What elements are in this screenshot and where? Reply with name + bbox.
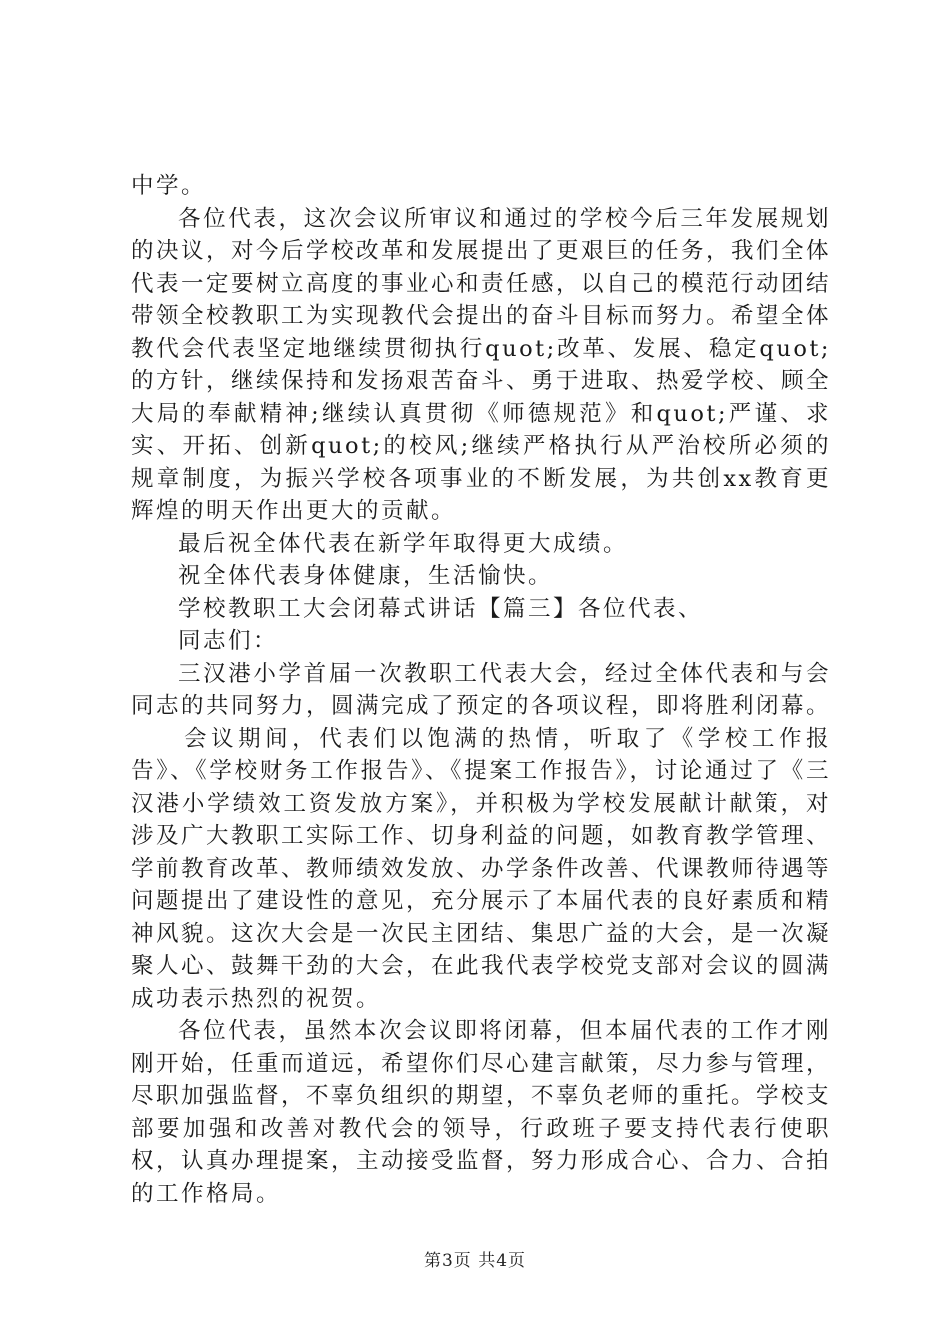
page-number-footer: 第3页 共4页: [423, 1251, 527, 1271]
paragraph-continuation: 中学。: [131, 173, 207, 199]
paragraph-resolution: 各位代表，这次会议所审议和通过的学校今后三年发展规划的决议，对今后学校改革和发展提出了更艰巨的任务，我们全体代表一定要树立高度的事业心和责任感，以自己的模范行动团结带领全校教职工为实现教代会提出的奋斗目标而努力。希望全体教代会代表坚定地继续贯彻执行quot;改革、发展、稳定quot;的方针，继续保持和发扬艰苦奋斗、勇于进取、热爱学校、顾全大局的奉献精神;继续认真贯彻《师德规范》和quot;严谨、求实、开拓、创新quot;的校风;继续严格执行从严治校所必须的规章制度，为振兴学校各项事业的不断发展，为共创xx教育更辉煌的明天作出更大的贡献。: [131, 205, 832, 524]
paragraph-meeting-review: 会议期间，代表们以饱满的热情，听取了《学校工作报告》、《学校财务工作报告》、《提案工作报告》，讨论通过了《三汉港小学绩效工资发放方案》，并积极为学校发展献计献策，对涉及广大教职工实际工作、切身利益的问题，如教育教学管理、学前教育改革、教师绩效发放、办学条件改善、代课教师待遇等问题提出了建设性的意见，充分展示了本届代表的良好素质和精神风貌。这次大会是一次民主团结、集思广益的大会，是一次凝聚人心、鼓舞干劲的大会，在此我代表学校党支部对会议的圆满成功表示热烈的祝贺。: [131, 725, 832, 1012]
paragraph-opening: 三汉港小学首届一次教职工代表大会，经过全体代表和与会同志的共同努力，圆满完成了预定的各项议程，即将胜利闭幕。: [131, 660, 832, 719]
salutation: 同志们：: [178, 628, 279, 654]
document-body: [131, 170, 831, 1210]
paragraph-wish-health: 祝全体代表身体健康，生活愉快。: [178, 563, 554, 589]
section-heading-part-three: 学校教职工大会闭幕式讲话【篇三】各位代表、: [178, 595, 704, 622]
paragraph-wish-achievement: 最后祝全体代表在新学年取得更大成绩。: [178, 530, 629, 557]
paragraph-expectations: 各位代表，虽然本次会议即将闭幕，但本届代表的工作才刚刚开始，任重而道远，希望你们尽心建言献策，尽力参与管理，尽职加强监督，不辜负组织的期望，不辜负老师的重托。学校支部要加强和改善对教代会的领导，行政班子要支持代表行使职权，认真办理提案，主动接受监督，努力形成合心、合力、合拍的工作格局。: [131, 1018, 832, 1207]
